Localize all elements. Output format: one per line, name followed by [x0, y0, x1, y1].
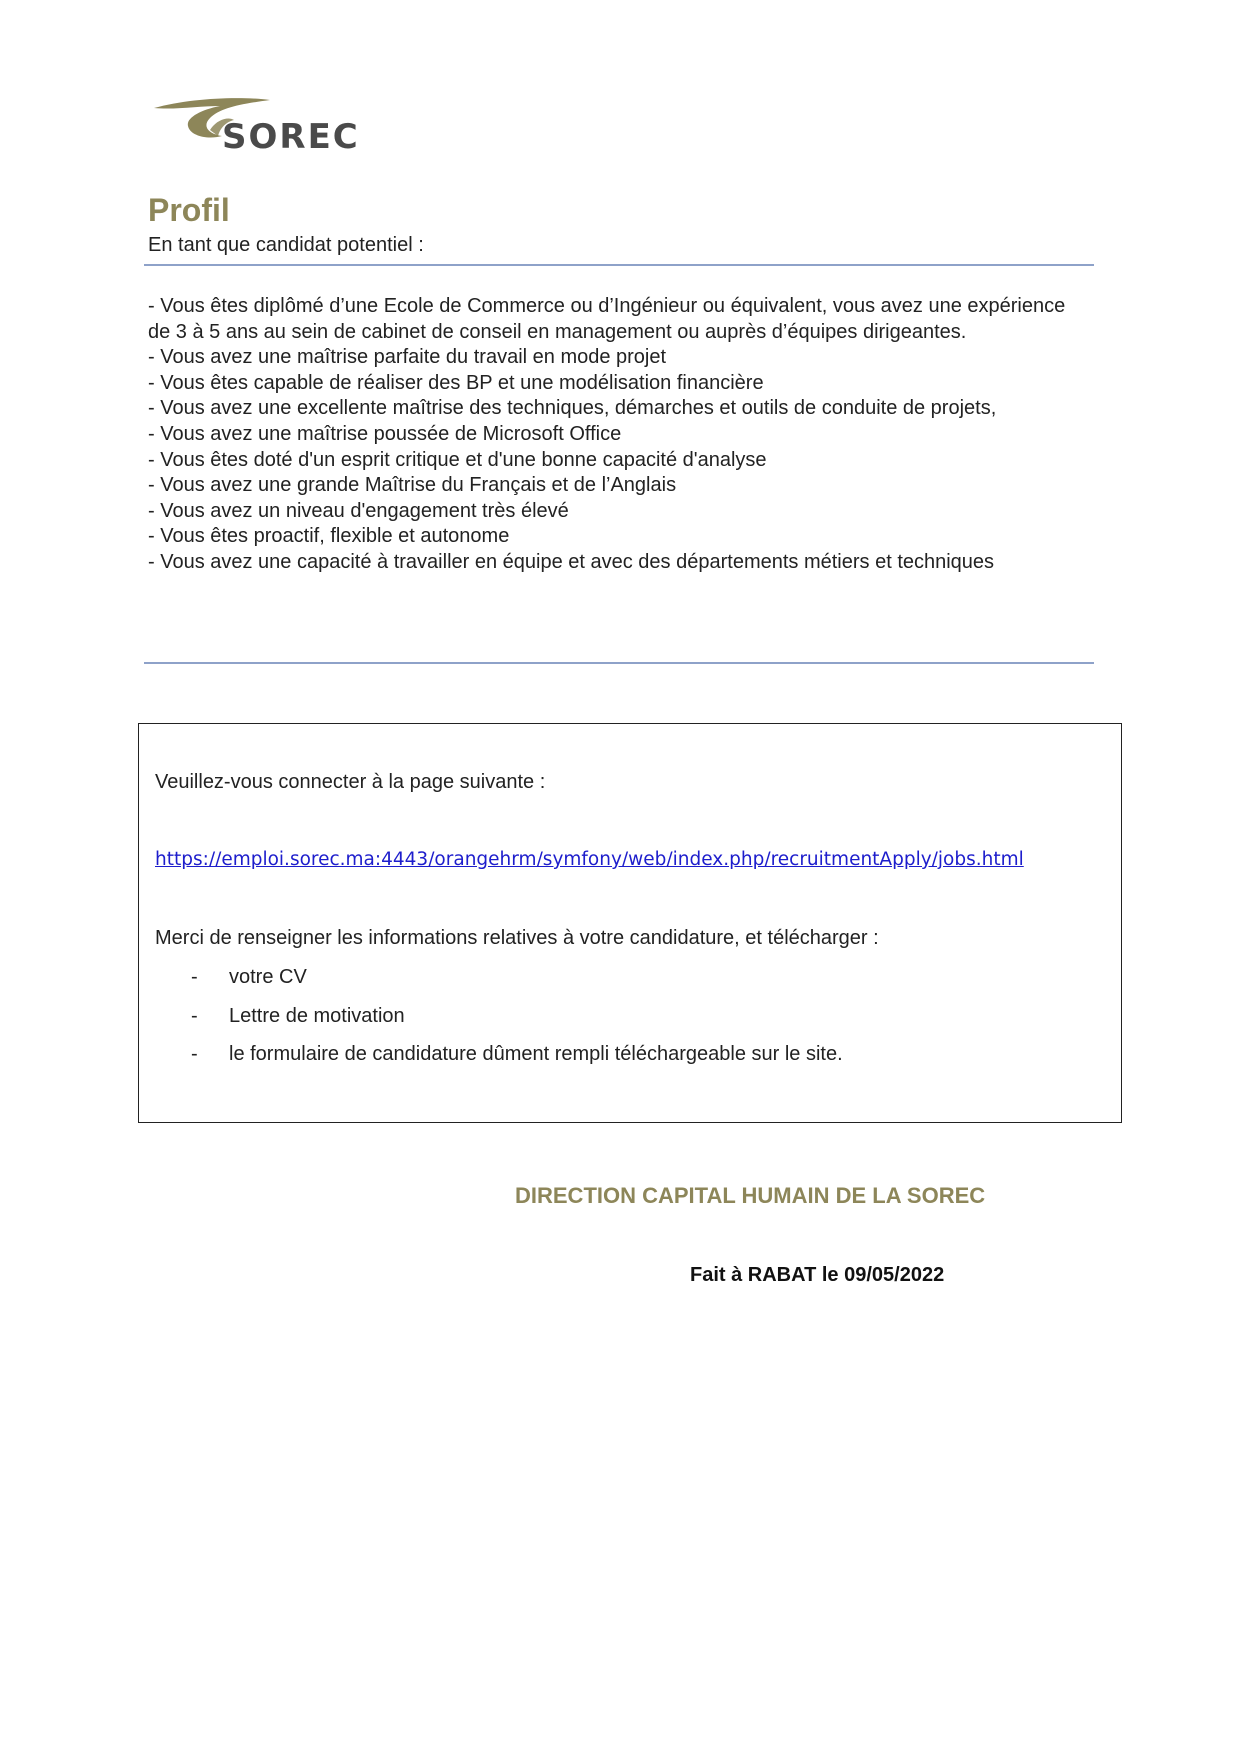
list-item	[191, 1041, 843, 1080]
bullet-dash: -	[191, 1043, 198, 1065]
document-label: Lettre de motivation	[229, 1004, 405, 1027]
signature-line: Fait à RABAT le 09/05/2022	[690, 1264, 945, 1286]
list-item: - Vous avez une excellente maîtrise des techniques, démarches et outils de conduite de projets,	[148, 397, 997, 420]
profile-title: Profil	[148, 192, 230, 228]
list-item: - Vous avez une grande Maîtrise du Français et de l’Anglais	[148, 474, 677, 497]
list-item: - Vous avez une capacité à travailler en équipe et avec des départements métiers et techniques	[148, 550, 995, 573]
connect-instruction: Veuillez-vous connecter à la page suivante :	[155, 771, 546, 793]
divider-bottom	[144, 662, 1094, 664]
profile-intro: En tant que candidat potentiel :	[148, 234, 424, 256]
divider-top	[144, 264, 1094, 266]
required-documents-list	[191, 964, 843, 1080]
sorec-logo	[150, 90, 410, 160]
application-box	[138, 723, 1122, 1123]
list-item	[191, 1003, 843, 1042]
list-item: - Vous êtes proactif, flexible et autonome	[148, 525, 510, 548]
list-item: - Vous avez un niveau d'engagement très élevé	[148, 499, 569, 522]
profile-requirements-list	[148, 294, 1088, 576]
bullet-dash: -	[191, 966, 198, 988]
list-item: - Vous avez une maîtrise parfaite du travail en mode projet	[148, 346, 667, 369]
list-item	[191, 964, 843, 1003]
recruitment-link[interactable]: https://emploi.sorec.ma:4443/orangehrm/symfony/web/index.php/recruitmentApply/jobs.html	[155, 849, 1024, 870]
list-item: - Vous êtes capable de réaliser des BP et une modélisation financière	[148, 371, 764, 394]
upload-instruction: Merci de renseigner les informations relatives à votre candidature, et télécharger :	[155, 927, 879, 949]
direction-heading: DIRECTION CAPITAL HUMAIN DE LA SOREC	[515, 1183, 986, 1208]
list-item: - Vous avez une maîtrise poussée de Microsoft Office	[148, 422, 622, 445]
document-label: votre CV	[229, 966, 307, 988]
list-item: - Vous êtes diplômé d’une Ecole de Commerce ou d’Ingénieur ou équivalent, vous avez une expérience de 3 à 5 ans au sein de cabinet de conseil en management ou auprès d’équipes dirigeantes.	[148, 295, 1066, 343]
logo-wordmark: SOREC	[222, 117, 360, 157]
bullet-dash: -	[191, 1004, 198, 1027]
document-label: le formulaire de candidature dûment rempli téléchargeable sur le site.	[229, 1043, 843, 1065]
list-item: - Vous êtes doté d'un esprit critique et d'une bonne capacité d'analyse	[148, 448, 767, 471]
